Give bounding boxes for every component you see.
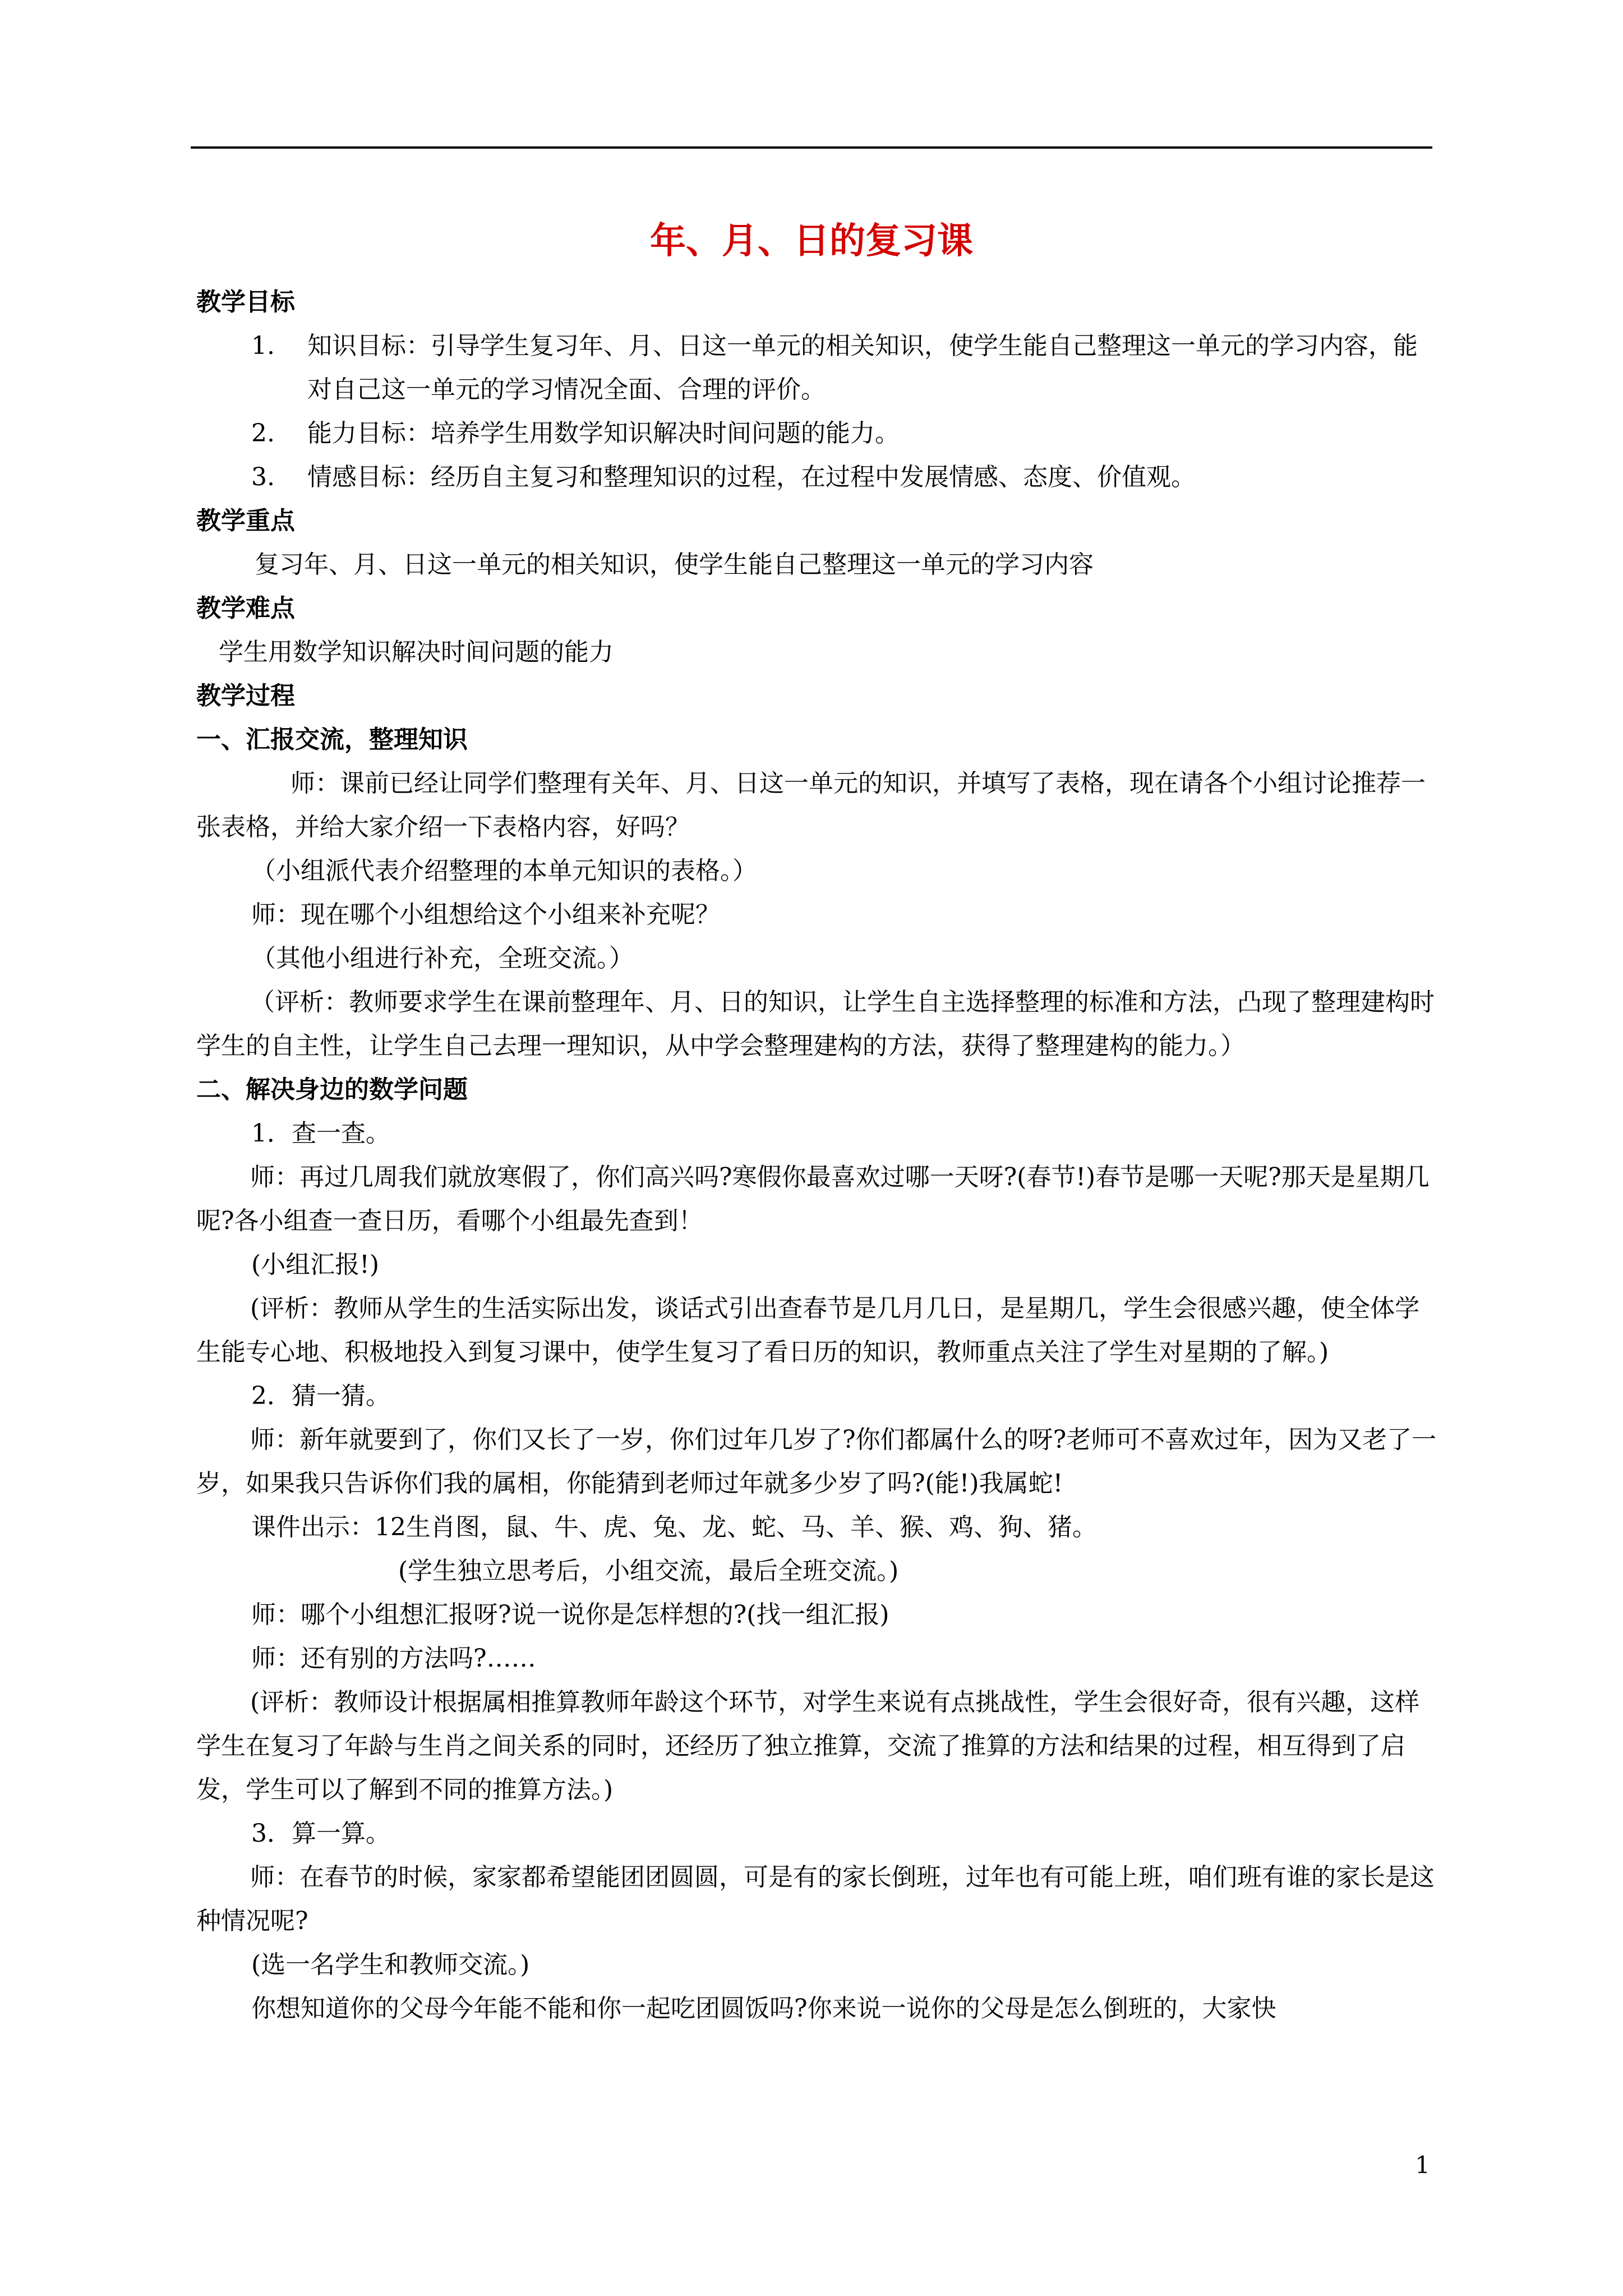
- objective-item: [196, 455, 1437, 499]
- objective-item: [196, 412, 1437, 455]
- section1-heading: 一、汇报交流，整理知识: [196, 725, 468, 754]
- paragraph: (选一名学生和教师交流。): [251, 1950, 530, 1979]
- header-rule: [191, 146, 1432, 149]
- difficulties-text: 学生用数学知识解决时间问题的能力: [219, 638, 614, 666]
- paragraph: （小组派代表介绍整理的本单元知识的表格。）: [251, 857, 757, 885]
- subsection-title: 1．查一查。: [251, 1119, 390, 1148]
- paragraph: 师：再过几周我们就放寒假了，你们高兴吗?寒假你最喜欢过哪一天呀?(春节!)春节是哪一天呢?那天是星期几呢?各小组查一查日历，看哪个小组最先查到！: [196, 1163, 1430, 1235]
- paragraph: 课件出示：12生肖图，鼠、牛、虎、兔、龙、蛇、马、羊、猴、鸡、狗、猪。: [251, 1513, 1097, 1542]
- objective-item: [196, 324, 1437, 412]
- paragraph: 师：新年就要到了，你们又长了一岁，你们过年几岁了?你们都属什么的呀?老师可不喜欢过年，因为又老了一岁，如果我只告诉你们我的属相，你能猜到老师过年就多少岁了吗?(能!)我属蛇!: [196, 1425, 1437, 1498]
- paragraph: (评析：教师从学生的生活实际出发，谈话式引出查春节是几月几日，是星期几，学生会很感兴趣，使全体学生能专心地、积极地投入到复习课中，使学生复习了看日历的知识，教师重点关注了学生对星期的了解。): [196, 1294, 1420, 1366]
- subsection-title: 3．算一算。: [251, 1819, 390, 1848]
- paragraph: 师：还有别的方法吗?……: [251, 1644, 536, 1673]
- section2-heading: 二、解决身边的数学问题: [196, 1075, 468, 1104]
- objective-number: 3.: [251, 463, 275, 491]
- document-body: [196, 280, 1437, 2031]
- document-title: 年、月、日的复习课: [650, 220, 973, 262]
- paragraph: (小组汇报!): [251, 1250, 380, 1279]
- process-heading: 教学过程: [196, 682, 295, 710]
- paragraph: 师：在春节的时候，家家都希望能团团圆圆，可是有的家长倒班，过年也有可能上班，咱们班有谁的家长是这种情况呢?: [196, 1863, 1435, 1935]
- key-points-text: 复习年、月、日这一单元的相关知识，使学生能自己整理这一单元的学习内容: [255, 550, 1094, 579]
- paragraph: 师：现在哪个小组想给这个小组来补充呢？: [251, 900, 720, 929]
- key-points-heading: 教学重点: [196, 507, 295, 535]
- objective-text: 情感目标：经历自主复习和整理知识的过程，在过程中发展情感、态度、价值观。: [307, 463, 1196, 491]
- paragraph: （其他小组进行补充，全班交流。）: [251, 944, 634, 973]
- paragraph: （评析：教师要求学生在课前整理年、月、日的知识，让学生自主选择整理的标准和方法，凸现了整理建构时学生的自主性，让学生自己去理一理知识，从中学会整理建构的方法，获得了整理建构的能力。）: [196, 988, 1435, 1060]
- paragraph: 师：课前已经让同学们整理有关年、月、日这一单元的知识，并填写了表格，现在请各个小组讨论推荐一张表格，并给大家介绍一下表格内容，好吗？: [196, 769, 1426, 841]
- paragraph: (学生独立思考后，小组交流，最后全班交流。): [398, 1557, 899, 1585]
- subsection-title: 2．猜一猜。: [251, 1382, 390, 1410]
- paragraph: 你想知道你的父母今年能不能和你一起吃团圆饭吗?你来说一说你的父母是怎么倒班的，大家快: [251, 1994, 1276, 2023]
- objective-text: 知识目标：引导学生复习年、月、日这一单元的相关知识，使学生能自己整理这一单元的学习内容，能对自己这一单元的学习情况全面、合理的评价。: [307, 332, 1418, 404]
- objective-number: 1.: [251, 332, 275, 360]
- paragraph: (评析：教师设计根据属相推算教师年龄这个环节，对学生来说有点挑战性，学生会很好奇，很有兴趣，这样学生在复习了年龄与生肖之间关系的同时，还经历了独立推算，交流了推算的方法和结果的过程，相互得到了启发，学生可以了解到不同的推算方法。): [196, 1688, 1420, 1804]
- objective-number: 2.: [251, 419, 275, 448]
- objectives-heading: 教学目标: [196, 288, 295, 316]
- page-number: 1: [1415, 2151, 1430, 2179]
- objective-text: 能力目标：培养学生用数学知识解决时间问题的能力。: [307, 419, 900, 448]
- paragraph: 师：哪个小组想汇报呀?说一说你是怎样想的?(找一组汇报): [251, 1600, 889, 1629]
- difficulties-heading: 教学难点: [196, 594, 295, 623]
